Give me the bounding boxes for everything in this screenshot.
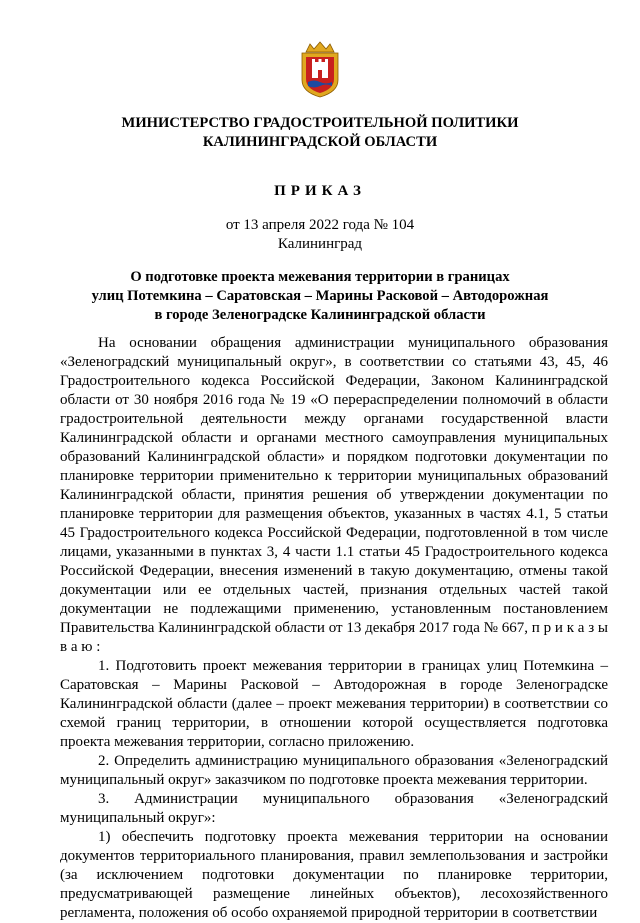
- order-title: ПРИКАЗ: [274, 183, 366, 199]
- paragraph-item-2: 2. Определить администрацию муниципального образования «Зеленоградский муниципальный округ» заказчиком по подготовке проекта межевания территории.: [60, 753, 608, 788]
- order-date-block: [40, 216, 600, 254]
- paragraph-preamble: На основании обращения администрации муниципального образования «Зеленоградский муниципальный округ», в соответствии со статьями 43, 45, 46 Градостроительного кодекса Российской Федерации, Законом Калининградской области от 30 ноября 2016 года № 19 «О перераспределении полномочий в области градостроительной деятельности между органами государственной власти Калининградской области и органами местного самоуправления муниципальных образований Калининградской области» и порядком подготовки документации по планировке территории применительно к территории муниципальных образований Калининградской области, принятия решения об утверждении документации по планировке территории для размещения объектов, указанных в частях 4.1, 5 статьи 45 Градостроительного кодекса Российской Федерации, подготовленной в том числе лицами, указанными в пунктах 3, 4 части 1.1 статьи 45 Градостроительного кодекса Российской Федерации, внесения изменений в такую документацию, отмены такой документации или ее отдельных частей, признания отдельных частей такой документации не подлежащими применению, установленным постановлением Правительства Калининградской области от 13 декабря 2017 года № 667, п р и к а з ы в а ю :: [60, 335, 608, 655]
- ministry-name-line2: КАЛИНИНГРАДСКОЙ ОБЛАСТИ: [202, 134, 438, 150]
- ministry-name-line1: МИНИСТЕРСТВО ГРАДОСТРОИТЕЛЬНОЙ ПОЛИТИКИ: [121, 115, 519, 131]
- order-date: от 13 апреля 2022 года № 104: [225, 217, 415, 233]
- paragraph-item-3-1: 1) обеспечить подготовку проекта межевания территории на основании документов территориального планирования, правил землепользования и застройки (за исключением подготовки документации по планировке территории, предусматривающей размещение линейных объектов), лесохозяйственного регламента, положения об особо охраняемой природной территории в соответствии: [60, 829, 608, 921]
- subject-line3: в городе Зеленоградске Калининградской области: [154, 307, 486, 323]
- subject-line2: улиц Потемкина – Саратовская – Марины Расковой – Автодорожная: [91, 288, 549, 304]
- paragraph-item-3: 3. Администрации муниципального образования «Зеленоградский муниципальный округ»:: [60, 791, 608, 826]
- coat-of-arms-icon: [296, 40, 344, 98]
- ministry-name: [40, 114, 600, 152]
- order-subject: [70, 268, 570, 325]
- order-body: [60, 334, 608, 923]
- paragraph-item-1: 1. Подготовить проект межевания территории в границах улиц Потемкина – Саратовская – Марины Расковой – Автодорожная в городе Зеленоградске Калининградской области (далее – проект межевания территории) в соответствии со схемой границ территории, в отношении которой осуществляется подготовка проекта межевания территории, согласно приложению.: [60, 658, 608, 750]
- subject-line1: О подготовке проекта межевания территории в границах: [130, 269, 510, 285]
- order-city: Калининград: [277, 236, 363, 252]
